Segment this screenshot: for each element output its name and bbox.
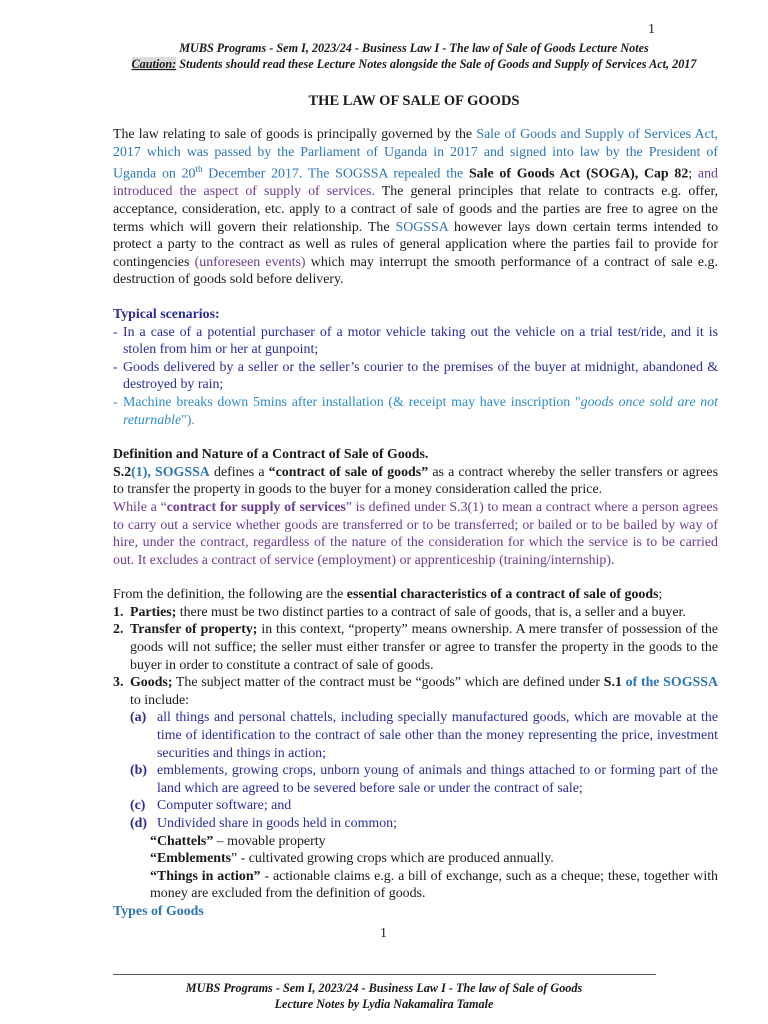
intro-text-i: however lays down certain terms intended to protect a party to the contract as well as rules of general application where the parties fail to provide for contingencies xyxy=(113,219,719,270)
footer-line-2: Lecture Notes by Lydia Nakamalira Tamale xyxy=(274,997,494,1011)
def-term: “Things in action” xyxy=(150,868,261,884)
page-header xyxy=(0,40,768,72)
sub-item-c xyxy=(130,797,718,815)
services-term: contract for supply of services xyxy=(166,499,346,515)
sub-item-a xyxy=(130,709,718,762)
list-item: - Goods delivered by a seller or the seller’s courier to the premises of the buyer at midnight, abandoned & destroyed by rain; xyxy=(113,359,718,394)
caution-text: Students should read these Lecture Notes alongside the Sale of Goods and Supply of Services Act, 2017 xyxy=(176,57,697,71)
services-paragraph xyxy=(113,499,718,569)
scenarios-heading: Typical scenarios: xyxy=(113,306,220,322)
item-term: Goods; xyxy=(130,675,173,691)
list-item xyxy=(113,621,718,674)
intro-services: and introduced the aspect of supply of services. xyxy=(113,166,718,200)
sub-label: (d) xyxy=(130,816,147,831)
list-item xyxy=(113,674,718,903)
def-text: – movable property xyxy=(213,833,326,849)
sub-text: Computer software; and xyxy=(157,798,292,814)
characteristics-list xyxy=(113,604,718,903)
def-term: “contract of sale of goods” xyxy=(268,464,429,480)
scenario-3-inscription: goods once sold are not returnable xyxy=(123,394,718,428)
list-item xyxy=(113,604,718,622)
sub-item-b xyxy=(130,762,718,797)
def-defines: defines a xyxy=(209,464,269,480)
def-sogssa: SOGSSA xyxy=(155,464,210,480)
item-text: there must be two distinct parties to a contract of sale of goods, that is, a seller and a buyer. xyxy=(176,604,686,620)
scenarios-list xyxy=(113,324,718,430)
lead-c: ; xyxy=(658,587,663,603)
intro-soga: Sale of Goods Act (SOGA), Cap 82 xyxy=(468,166,689,182)
page-number-top: 1 xyxy=(648,22,655,37)
intro-semicolon: ; xyxy=(688,166,698,182)
item-number: 1. xyxy=(113,604,124,620)
characteristics-lead xyxy=(113,586,718,604)
header-line-1: MUBS Programs - Sem I, 2023/24 - Business Law I - The law of Sale of Goods Lecture Notes xyxy=(179,41,649,55)
lead-b: essential characteristics of a contract of sale of goods xyxy=(346,587,659,603)
def-text: as a contract whereby the seller transfers or agrees to transfer the property in goods to the buyer for a money consideration called the price. xyxy=(113,464,718,498)
item-term: Transfer of property; xyxy=(130,622,258,638)
def-term: “Emblements xyxy=(150,851,232,867)
page-footer xyxy=(0,980,768,1012)
def-term: “Chattels” xyxy=(150,833,214,849)
item-text: The subject matter of the contract must be “goods” which are defined under xyxy=(172,675,604,691)
list-item xyxy=(113,394,718,429)
lead-a: From the definition, the following are the xyxy=(113,587,347,603)
sub-text: all things and personal chattels, including specially manufactured goods, which are movable at the time of identification to the contract of sale other than the money representing the price, investment securities and things in action; xyxy=(157,710,718,761)
intro-text-a: The law relating to sale of goods is principally governed by the xyxy=(113,127,477,142)
item-s1: S.1 xyxy=(603,675,622,691)
item-number: 3. xyxy=(113,675,124,691)
definition-things-in-action xyxy=(130,868,718,903)
intro-repeal: December 2017. The SOGSSA repealed the xyxy=(202,166,469,182)
sub-label: (a) xyxy=(130,710,147,726)
item-sogssa: of the SOGSSA xyxy=(621,675,718,691)
caution-label: Caution: xyxy=(131,57,177,71)
types-of-goods-heading: Types of Goods xyxy=(113,903,204,919)
intro-unforeseen: (unforeseen events) xyxy=(194,254,306,270)
intro-paragraph xyxy=(113,126,718,289)
footer-rule xyxy=(113,974,656,975)
sub-text: Undivided share in goods held in common; xyxy=(157,816,397,831)
sub-item-d xyxy=(130,815,718,833)
item-number: 2. xyxy=(113,622,124,638)
definition-paragraph xyxy=(113,464,718,499)
header-line-2 xyxy=(0,56,768,72)
item-tail: to include: xyxy=(130,692,190,708)
definition-heading: Definition and Nature of a Contract of Sale of Goods. xyxy=(113,447,429,463)
def-section: S.2 xyxy=(113,464,132,480)
sub-label: (b) xyxy=(130,763,147,779)
services-text: ” is defined under S.3(1) to mean a contract where a person agrees to carry out a service whether goods are transferred or to be transferred; or bailed or to be bailed by way of hire, under the contract, regardless of the nature of the consideration for which the service is to be carried out. It excludes a contract of service (employment) or apprenticeship (training/internship). xyxy=(113,499,718,568)
def-text: ” - cultivated growing crops which are produced annually. xyxy=(231,851,554,867)
sub-text: emblements, growing crops, unborn young of animals and things attached to or forming part of the land which are agreed to be severed before sale or under the contract of sale; xyxy=(157,763,718,796)
page-number-bottom: 1 xyxy=(380,926,387,941)
item-text: in this context, “property” means ownership. A mere transfer of possession of the goods will not suffice; the seller must either transfer or agree to transfer the property in the goods to the buyer in order to constitute a contract of sale of goods. xyxy=(130,622,718,673)
scenario-3-a: Machine breaks down 5mins after installation (& receipt may have inscription " xyxy=(123,394,581,410)
intro-sup: th xyxy=(195,164,203,175)
services-open: While a “ xyxy=(113,499,167,515)
intro-text-k: which may interrupt the smooth performance of a contract of sale e.g. destruction of goods sold before delivery. xyxy=(113,254,718,288)
intro-sogssa: SOGSSA xyxy=(395,219,449,235)
definition-emblements xyxy=(130,850,718,868)
intro-act-name: Sale of Goods and Supply of Services Act, 2017 which was passed by the Parliament of Uganda in 2017 and signed into law by the President of Uganda on 20 xyxy=(113,127,718,182)
document-title: THE LAW OF SALE OF GOODS xyxy=(308,93,520,109)
intro-text-g: The general principles that relate to contracts e.g. offer, acceptance, consideration, etc. apply to a contract of sale of goods and the parties are free to agree on the terms which will govern their relationship. The xyxy=(113,184,718,235)
item-term: Parties; xyxy=(130,604,177,620)
footer-line-1: MUBS Programs - Sem I, 2023/24 - Business Law I - The law of Sale of Goods xyxy=(185,981,583,995)
sub-label: (c) xyxy=(130,798,146,814)
document-body xyxy=(113,126,718,921)
scenario-3-c: "). xyxy=(181,412,195,428)
definition-chattels xyxy=(130,833,718,851)
def-subsection: (1), xyxy=(131,464,156,480)
def-text: - actionable claims e.g. a bill of exchange, such as a cheque; these, together with money are excluded from the definition of goods. xyxy=(150,868,718,902)
list-item: - In a case of a potential purchaser of a motor vehicle taking out the vehicle on a trial test/ride, and it is stolen from him or her at gunpoint; xyxy=(113,324,718,359)
